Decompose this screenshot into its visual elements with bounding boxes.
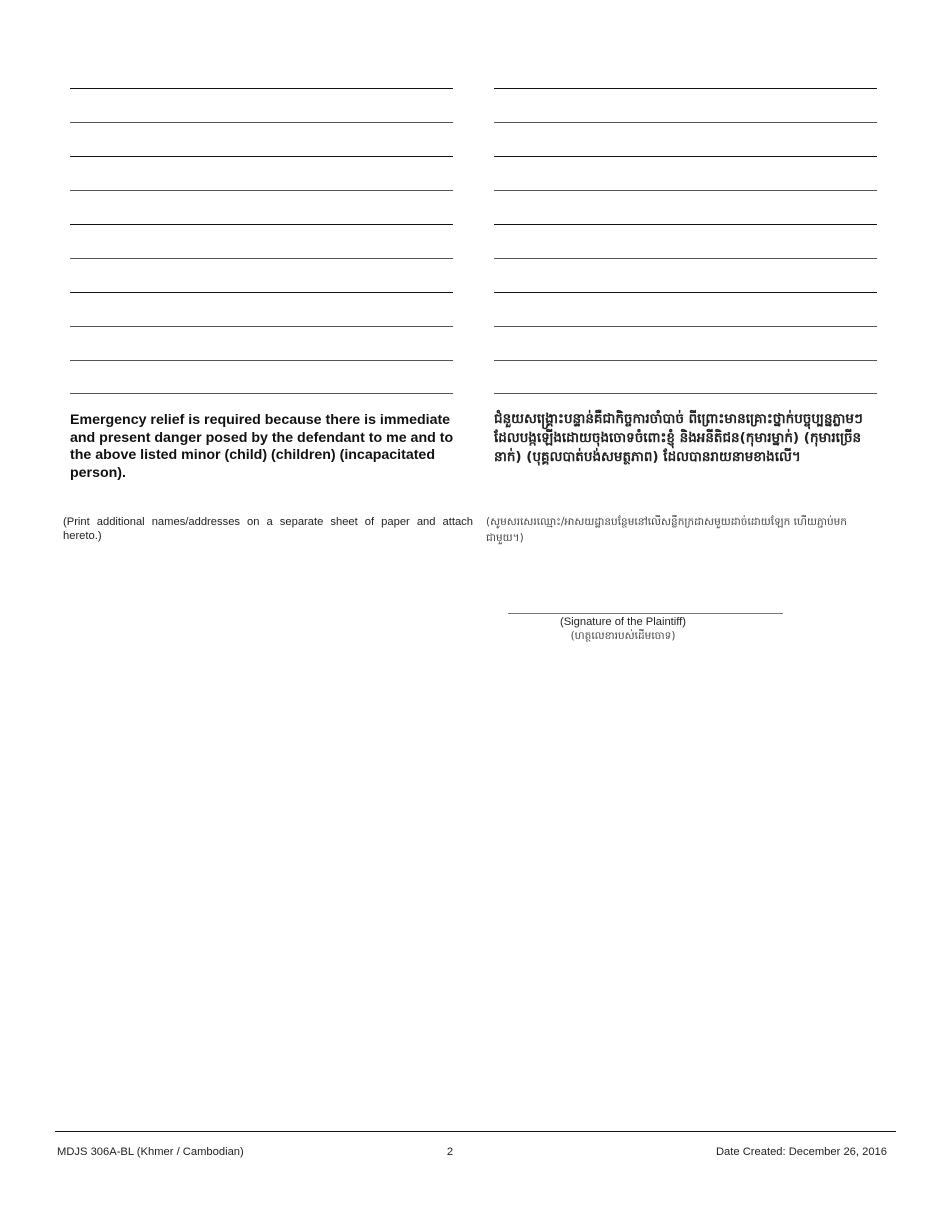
- blank-line[interactable]: [70, 292, 453, 293]
- blank-line[interactable]: [70, 224, 453, 225]
- form-id: MDJS 306A-BL (Khmer / Cambodian): [57, 1146, 244, 1158]
- page-number: 2: [446, 1146, 454, 1158]
- blank-line[interactable]: [494, 326, 877, 327]
- blank-line[interactable]: [494, 360, 877, 361]
- emergency-relief-statement-khmer: ជំនួយសង្គ្រោះបន្ទាន់គឺជាកិច្ចការចាំបាច់ ពីព្រោះមានគ្រោះថ្នាក់បច្ចុប្បន្នភ្លាមៗ ដែលបង្កឡើងដោយចុងចោទចំពោះខ្ញុំ និងអនីតិជន(កុមារម្នាក់) (កុមារច្រើននាក់) (បុគ្គលបាត់បង់សមត្ថភាព) ដែលបានរាយនាមខាងលើ។: [494, 411, 863, 465]
- date-created: Date Created: December 26, 2016: [715, 1146, 887, 1158]
- blank-line[interactable]: [494, 190, 877, 191]
- blank-line[interactable]: [494, 258, 877, 259]
- blank-line[interactable]: [494, 122, 877, 123]
- blank-line[interactable]: [70, 360, 453, 361]
- plaintiff-signature-label: (Signature of the Plaintiff): [559, 616, 687, 628]
- blank-line[interactable]: [494, 393, 877, 394]
- blank-line[interactable]: [70, 88, 453, 89]
- blank-line[interactable]: [70, 122, 453, 123]
- blank-line[interactable]: [494, 292, 877, 293]
- blank-line[interactable]: [494, 88, 877, 89]
- blank-line[interactable]: [70, 190, 453, 191]
- additional-names-note: (Print additional names/addresses on a separate sheet of paper and attach hereto.): [63, 516, 473, 542]
- blank-line[interactable]: [494, 224, 877, 225]
- blank-line[interactable]: [70, 258, 453, 259]
- plaintiff-signature-line[interactable]: [508, 613, 783, 614]
- plaintiff-signature-label-khmer: (ហត្ថលេខារបស់ដើមចោទ): [570, 630, 676, 642]
- additional-names-note-khmer: (សូមសរសេរឈ្មោះ/អាសយដ្ឋានបន្ថែមនៅលើសន្លឹកក្រដាសមួយដាច់ដោយឡែក ហើយភ្ជាប់មកជាមួយ។): [486, 516, 847, 544]
- blank-line[interactable]: [70, 156, 453, 157]
- blank-line[interactable]: [70, 326, 453, 327]
- blank-line[interactable]: [70, 393, 453, 394]
- blank-line[interactable]: [494, 156, 877, 157]
- emergency-relief-statement: Emergency relief is required because there is immediate and present danger posed by the defendant to me and to the above listed minor (child) (children) (incapacitated person).: [70, 412, 454, 481]
- footer-divider: [55, 1131, 896, 1132]
